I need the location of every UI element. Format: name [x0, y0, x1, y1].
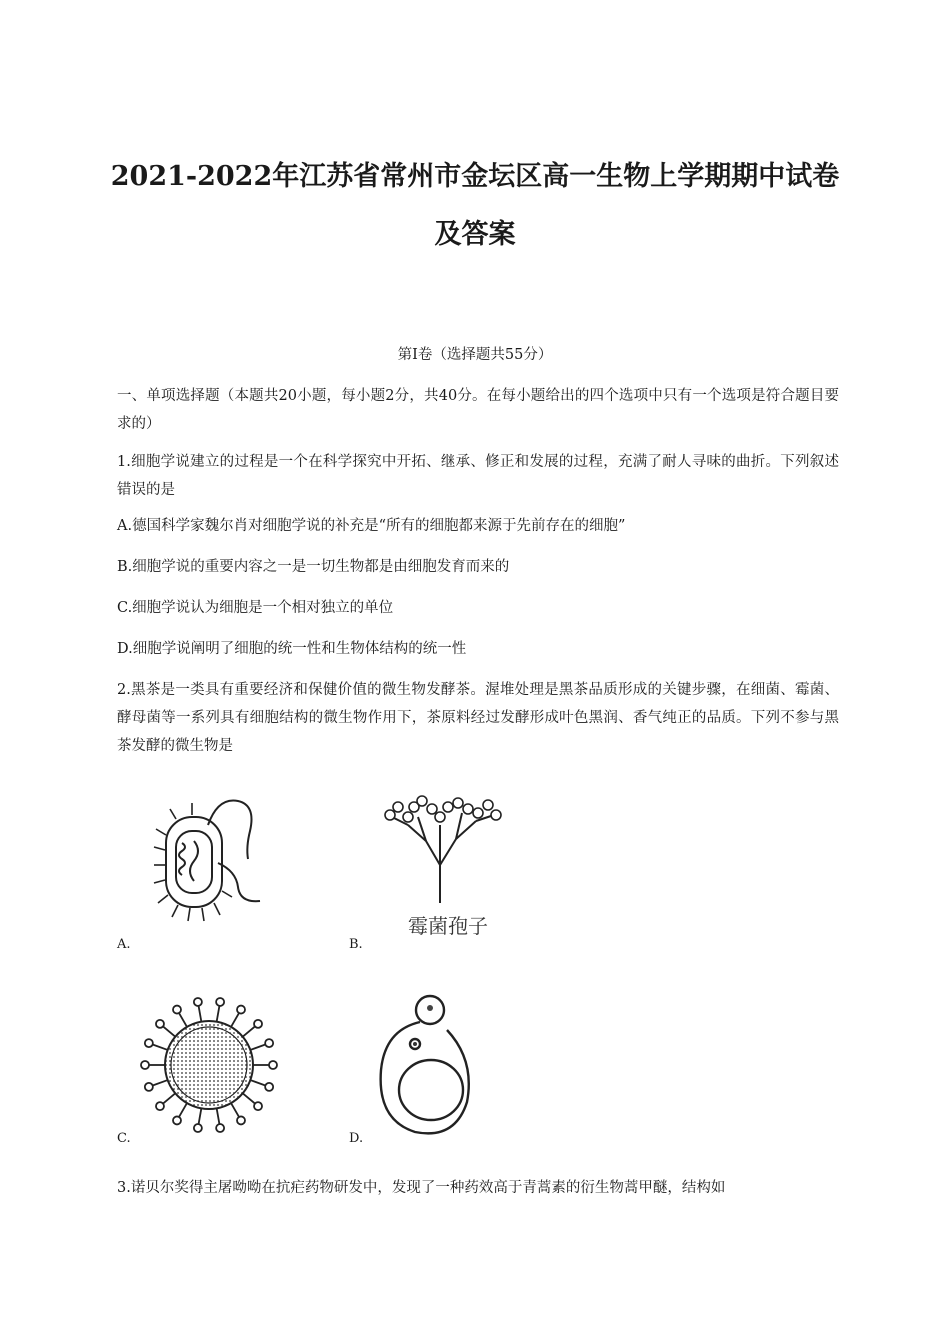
bacterium-figure — [148, 795, 278, 935]
question-1-option-d: D.细胞学说阐明了细胞的统一性和生物体结构的统一性 — [117, 641, 467, 657]
yeast-figure — [375, 990, 475, 1140]
mold-caption: 霉菌孢子 — [408, 914, 488, 938]
option-c-label: C. — [117, 1131, 131, 1146]
question-1-stem: 1.细胞学说建立的过程是一个在科学探究中开拓、继承、修正和发展的过程，充满了耐人寻味的曲折。下列叙述错误的是 — [117, 454, 839, 498]
mold-figure — [378, 795, 508, 907]
page-title: 2021-2022年江苏省常州市金坛区高一生物上学期期中试卷及答案 — [110, 161, 840, 250]
question-2-stem: 2.黑茶是一类具有重要经济和保健价值的微生物发酵茶。渥堆处理是黑茶品质形成的关键步骤，在细菌、霉菌、酵母菌等一系列具有细胞结构的微生物作用下，茶原料经过发酵形成叶色黑润、香气纯正的品质。下列不参与黑茶发酵的微生物是 — [117, 682, 839, 754]
part-instructions: 一、单项选择题（本题共20小题，每小题2分，共40分。在每小题给出的四个选项中只有一个选项是符合题目要求的） — [117, 388, 839, 432]
question-1-option-b: B.细胞学说的重要内容之一是一切生物都是由细胞发育而来的 — [117, 559, 510, 575]
question-1-option-c: C.细胞学说认为细胞是一个相对独立的单位 — [117, 600, 394, 616]
section-heading: 第I卷（选择题共55分） — [397, 347, 553, 363]
option-d-label: D. — [349, 1131, 364, 1146]
question-3-stem: 3.诺贝尔奖得主屠呦呦在抗疟药物研发中，发现了一种药效高于青蒿素的衍生物蒿甲醚，结构如 — [117, 1180, 726, 1196]
option-a-label: A. — [117, 937, 131, 952]
question-1-option-a: A.德国科学家魏尔肖对细胞学说的补充是“所有的细胞都来源于先前存在的细胞” — [117, 518, 626, 534]
virus-figure — [136, 995, 282, 1135]
option-b-label: B. — [349, 937, 363, 952]
